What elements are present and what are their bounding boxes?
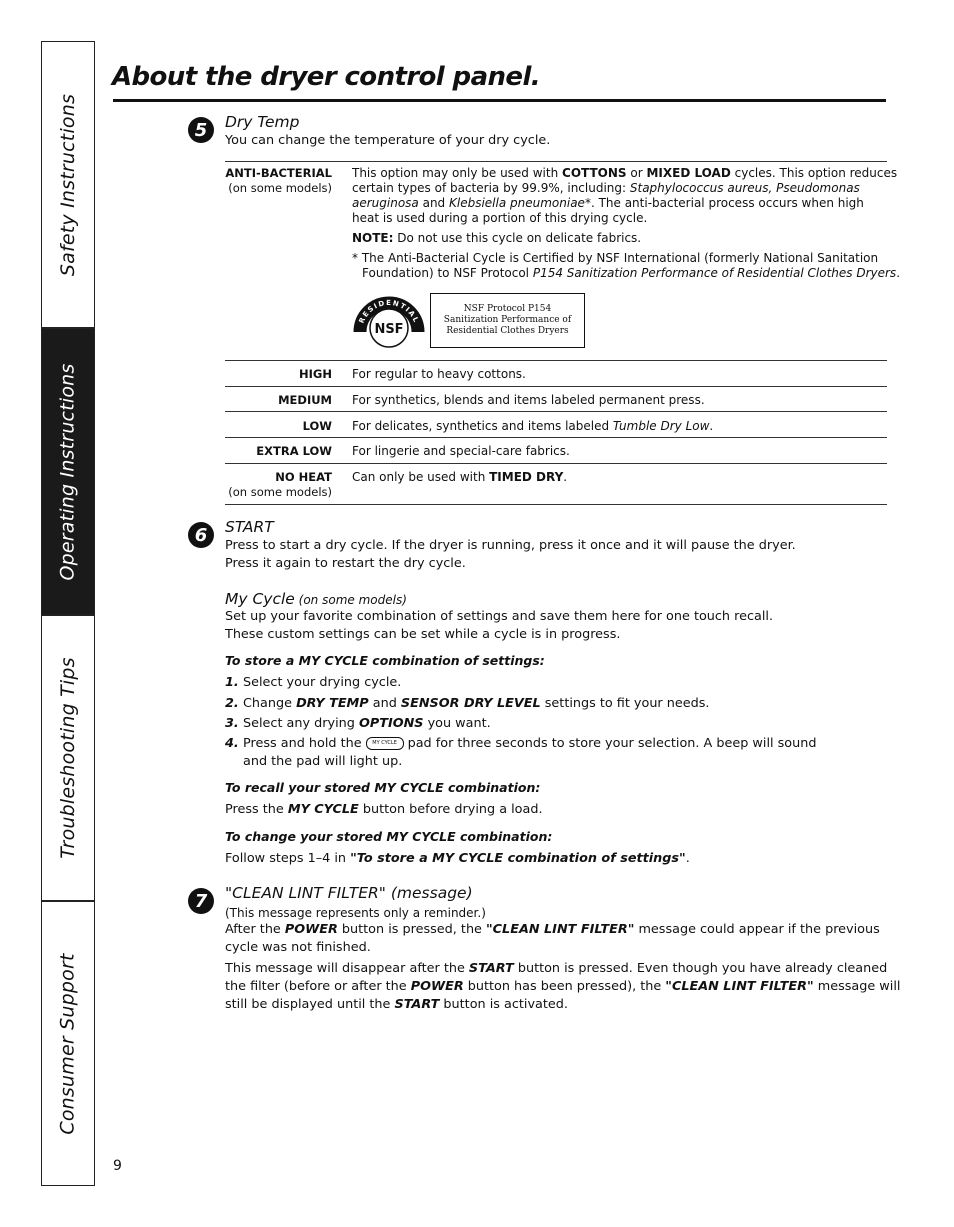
store-step-1: 1. Select your drying cycle. <box>225 675 402 690</box>
start-description: Press to start a dry cycle. If the dryer is running, press it once and it will pause the dryer. Press it again to restart the dry cycle. <box>225 538 796 571</box>
option-label-no-heat: NO HEAT (on some models) <box>228 470 332 499</box>
option-label-anti-bacterial: ANTI-BACTERIAL (on some models) <box>225 166 332 195</box>
tab-label: Operating Instructions <box>57 362 79 581</box>
page-number: 9 <box>113 1158 122 1174</box>
option-label-extra-low: EXTRA LOW <box>256 444 332 458</box>
option-desc-no-heat: Can only be used with TIMED DRY. <box>352 470 568 484</box>
section-title-clean-lint-filter: "CLEAN LINT FILTER" (message) <box>225 884 473 902</box>
my-cycle-button-icon: MY CYCLE <box>366 737 404 750</box>
section-title-start: START <box>225 518 274 536</box>
option-desc-high: For regular to heavy cottons. <box>352 367 526 381</box>
logo-mark-text: NSF <box>374 322 404 337</box>
store-heading: To store a MY CYCLE combination of settings: <box>225 653 545 668</box>
recall-instructions: Press the MY CYCLE button before drying a load. <box>225 802 543 817</box>
nsf-residential-logo <box>353 292 425 352</box>
tab-consumer-support[interactable] <box>42 902 94 1185</box>
table-divider <box>225 360 887 361</box>
anti-bacterial-description: This option may only be used with COTTONS or MIXED LOAD cycles. This option reduces certain types of bacteria by 99.9%, including: Staphylococcus aureus, Pseudomonas aeruginosa and Klebsiella pneumoniae*. The anti-bacterial process occurs when high heat is used during a portion of this drying cycle. NOTE: Do not use this cycle on delicate fabrics. * The Anti-Bacterial Cycle is Certified by NSF International (formerly National Sanitation Foundation) to NSF Protocol P154 Sanitization Performance of Residential Clothes Dryers. <box>352 166 901 280</box>
page-title: About the dryer control panel. <box>112 62 541 92</box>
recall-heading: To recall your stored MY CYCLE combination: <box>225 780 541 795</box>
option-label-low: LOW <box>302 419 332 433</box>
store-step-2: 2. Change DRY TEMP and SENSOR DRY LEVEL settings to fit your needs. <box>225 696 710 711</box>
table-divider <box>225 504 887 505</box>
nsf-protocol-box: NSF Protocol P154 Sanitization Performance of Residential Clothes Dryers <box>430 293 585 348</box>
section-number-badge: 5 <box>188 117 214 143</box>
option-label-high: HIGH <box>299 367 332 381</box>
option-label-medium: MEDIUM <box>278 393 332 407</box>
tab-safety-instructions[interactable] <box>42 42 94 329</box>
table-divider <box>225 411 887 412</box>
change-instructions: Follow steps 1–4 in "To store a MY CYCLE combination of settings". <box>225 851 690 866</box>
section-intro: You can change the temperature of your dry cycle. <box>225 133 551 148</box>
option-desc-extra-low: For lingerie and special-care fabrics. <box>352 444 570 458</box>
lint-description-2: This message will disappear after the START button is pressed. Even though you have already cleaned the filter (before or after the POWER button has been pressed), the "CLEAN LINT FILTER" message will still be displayed until the START button is activated. <box>225 961 901 1012</box>
lint-note: (This message represents only a reminder.) <box>225 906 486 920</box>
side-tabs <box>41 41 95 1186</box>
tab-label: Safety Instructions <box>57 93 79 276</box>
store-step-4: 4. Press and hold the MY CYCLE pad for three seconds to store your selection. A beep will sound and the pad will light up. <box>225 736 817 769</box>
my-cycle-description: Set up your favorite combination of settings and save them here for one touch recall. These custom settings can be set while a cycle is in progress. <box>225 609 774 642</box>
tab-troubleshooting-tips[interactable] <box>42 616 94 902</box>
section-number-badge: 6 <box>188 522 214 548</box>
option-desc-medium: For synthetics, blends and items labeled permanent press. <box>352 393 705 407</box>
section-number-badge: 7 <box>188 888 214 914</box>
tab-operating-instructions[interactable] <box>42 329 94 616</box>
tab-label: Troubleshooting Tips <box>57 657 80 859</box>
my-cycle-heading: My Cycle (on some models) <box>225 590 407 608</box>
table-divider <box>225 437 887 438</box>
section-title-dry-temp: Dry Temp <box>225 113 300 131</box>
table-divider <box>225 386 887 387</box>
change-heading: To change your stored MY CYCLE combination: <box>225 829 553 844</box>
lint-description-1: After the POWER button is pressed, the "CLEAN LINT FILTER" message could appear if the previous cycle was not finished. <box>225 922 880 955</box>
tab-label: Consumer Support <box>57 952 80 1135</box>
logo-ring-text: RESIDENTIAL <box>357 298 421 325</box>
table-divider <box>225 161 887 162</box>
title-divider <box>113 99 886 102</box>
table-divider <box>225 463 887 464</box>
option-desc-low: For delicates, synthetics and items labeled Tumble Dry Low. <box>352 419 714 433</box>
store-step-3: 3. Select any drying OPTIONS you want. <box>225 716 491 731</box>
